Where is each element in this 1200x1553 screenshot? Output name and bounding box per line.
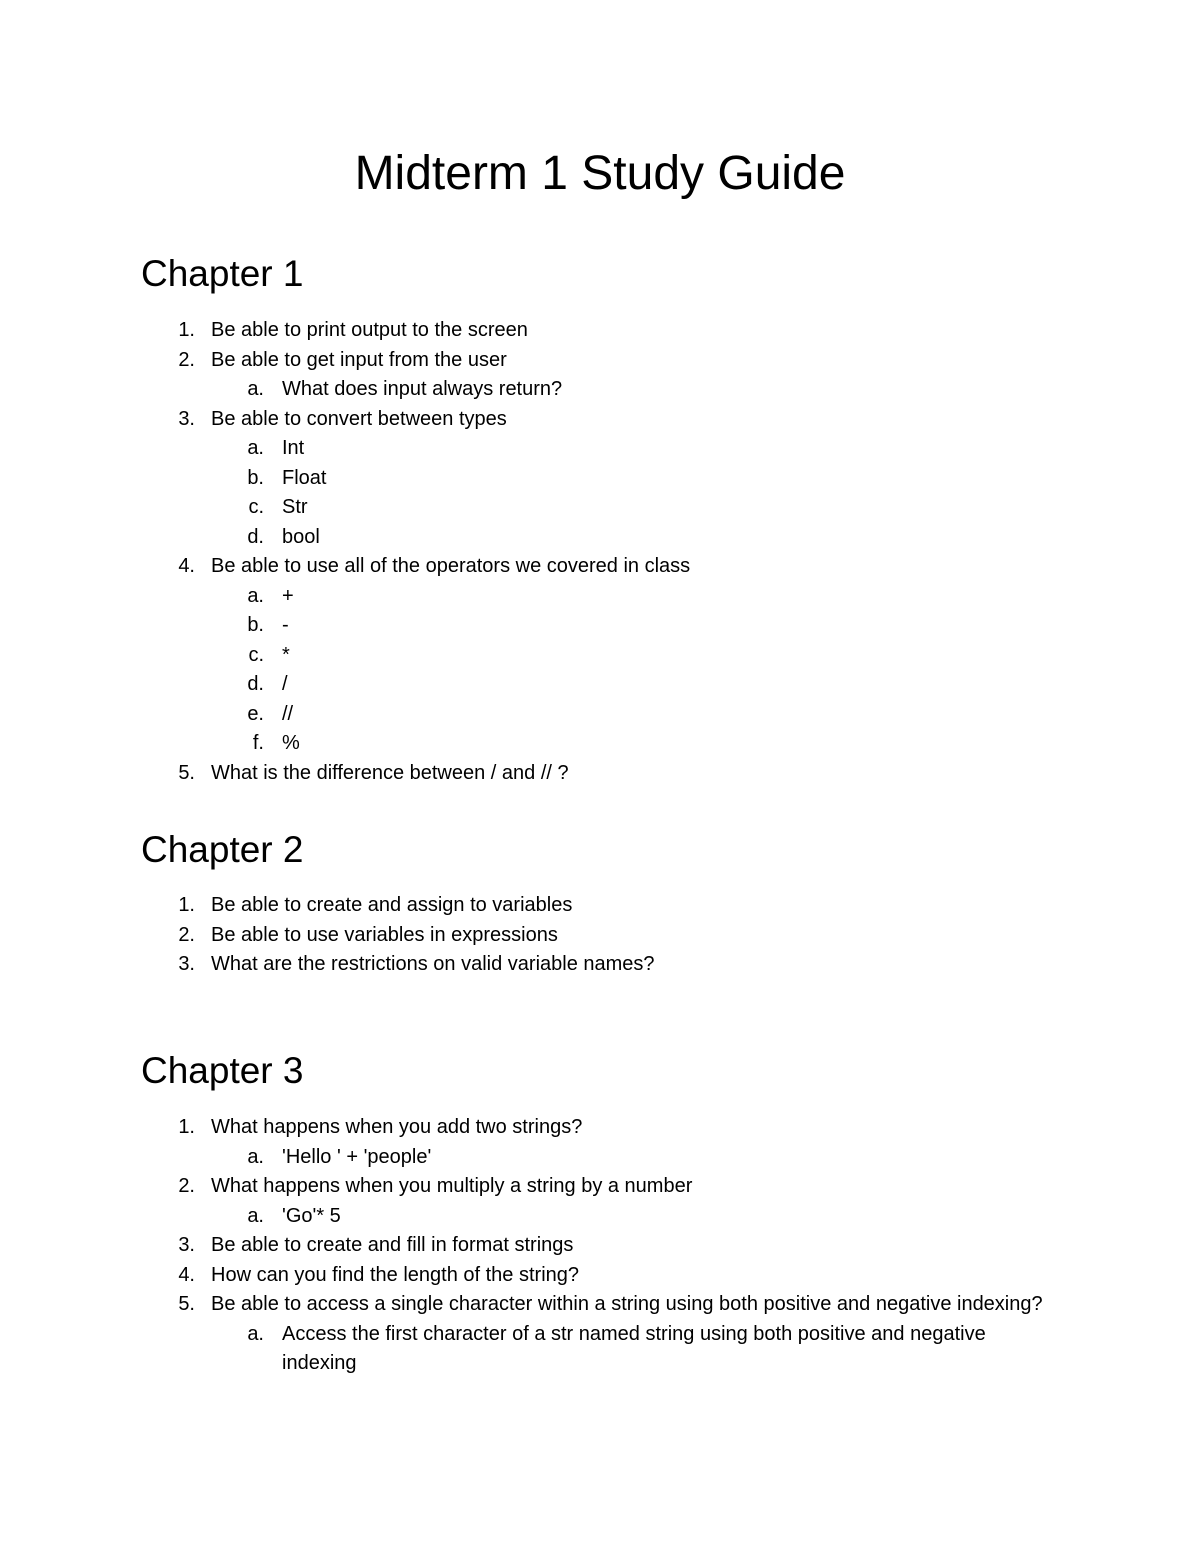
list-marker: 5.: [178, 761, 195, 784]
chapter-3-heading: Chapter 3: [141, 1050, 304, 1091]
list-marker: 5.: [178, 1293, 195, 1315]
sub-list-item: [0, 375, 1200, 405]
list-item-text: What does input always return?: [282, 378, 563, 400]
list-item-text: *: [282, 643, 290, 666]
sub-list-item: [0, 1143, 1200, 1173]
sub-list-item: [0, 670, 1200, 700]
list-marker: 3.: [178, 953, 195, 975]
list-item: [0, 316, 1200, 346]
sub-list-item: [0, 523, 1200, 553]
chapter-2-heading: Chapter 2: [141, 829, 304, 870]
list-item-text: Be able to get input from the user: [211, 348, 507, 371]
sub-list-item: [0, 611, 1200, 641]
sub-list-item: [0, 729, 1200, 759]
list-item: [0, 1172, 1200, 1202]
list-item-text: //: [282, 702, 294, 725]
list-marker: b.: [247, 614, 264, 636]
list-item-text: Be able to create and fill in format strings: [211, 1234, 574, 1256]
list-item-text: bool: [282, 525, 320, 548]
list-item: [0, 759, 1200, 789]
list-marker: a.: [247, 437, 264, 459]
chapter-2-list: [0, 891, 1200, 980]
list-marker: 3.: [178, 1234, 195, 1256]
list-marker: f.: [252, 732, 264, 754]
list-item: [0, 346, 1200, 376]
list-item: [0, 950, 1200, 980]
list-item-text: Access the first character of a str named string using both positive and negative indexing: [282, 1322, 986, 1374]
list-marker: 1.: [178, 894, 195, 916]
list-marker: c.: [248, 643, 264, 666]
chapter-3-list: [0, 1113, 1200, 1379]
list-item-text: Be able to access a single character within a string using both positive and negative indexing?: [211, 1293, 1043, 1315]
list-item-text: 'Hello ' + 'people': [282, 1145, 432, 1168]
list-item-text: /: [282, 673, 288, 695]
list-marker: 2.: [178, 923, 195, 946]
list-marker: e.: [247, 702, 264, 725]
chapter-1-list: [0, 316, 1200, 788]
list-item-text: What happens when you add two strings?: [211, 1116, 583, 1138]
list-item-text: What are the restrictions on valid variable names?: [211, 953, 655, 975]
list-marker: a.: [247, 378, 264, 400]
list-item: [0, 1231, 1200, 1261]
list-marker: d.: [247, 673, 264, 695]
list-item-text: -: [282, 614, 289, 636]
list-item: [0, 1290, 1200, 1320]
list-item-text: %: [282, 732, 300, 754]
list-item: [0, 552, 1200, 582]
list-item: [0, 405, 1200, 435]
list-marker: 4.: [178, 1263, 195, 1286]
list-item-text: Be able to use all of the operators we covered in class: [211, 555, 691, 577]
list-marker: a.: [247, 1145, 264, 1168]
sub-list-item: [0, 1202, 1200, 1232]
list-item-text: Be able to use variables in expressions: [211, 923, 558, 946]
list-item-text: Be able to create and assign to variables: [211, 894, 573, 916]
sub-list-item: [0, 493, 1200, 523]
list-item-text: Be able to convert between types: [211, 407, 507, 430]
document-title: Midterm 1 Study Guide: [354, 147, 846, 200]
chapter-1-heading: Chapter 1: [141, 253, 304, 294]
list-item: [0, 921, 1200, 951]
list-item-text: Be able to print output to the screen: [211, 319, 528, 341]
list-marker: a.: [247, 584, 264, 607]
list-item-text: What is the difference between / and // ?: [211, 761, 569, 784]
list-marker: 1.: [178, 319, 195, 341]
list-marker: b.: [247, 466, 264, 489]
list-marker: 3.: [178, 407, 195, 430]
sub-list-item: [0, 582, 1200, 612]
sub-list-item: [0, 434, 1200, 464]
list-item-text: Float: [282, 466, 327, 489]
sub-list-item: [0, 1320, 1200, 1379]
sub-list-item: [0, 464, 1200, 494]
list-marker: 4.: [178, 555, 195, 577]
list-item-text: What happens when you multiply a string by a number: [211, 1175, 693, 1197]
list-item-text: +: [282, 584, 294, 607]
sub-list-item: [0, 641, 1200, 671]
list-item-text: Int: [282, 437, 305, 459]
list-marker: a.: [247, 1322, 264, 1345]
list-marker: a.: [247, 1204, 264, 1227]
list-item: [0, 1113, 1200, 1143]
list-item: [0, 891, 1200, 921]
list-marker: d.: [247, 525, 264, 548]
list-item: [0, 1261, 1200, 1291]
list-item-text: 'Go'* 5: [282, 1204, 341, 1227]
list-item-text: How can you find the length of the string?: [211, 1263, 580, 1286]
list-marker: 2.: [178, 1175, 195, 1197]
list-item-text: Str: [282, 496, 308, 518]
list-marker: 1.: [178, 1116, 195, 1138]
sub-list-item: [0, 700, 1200, 730]
list-marker: c.: [248, 496, 264, 518]
list-marker: 2.: [178, 348, 195, 371]
